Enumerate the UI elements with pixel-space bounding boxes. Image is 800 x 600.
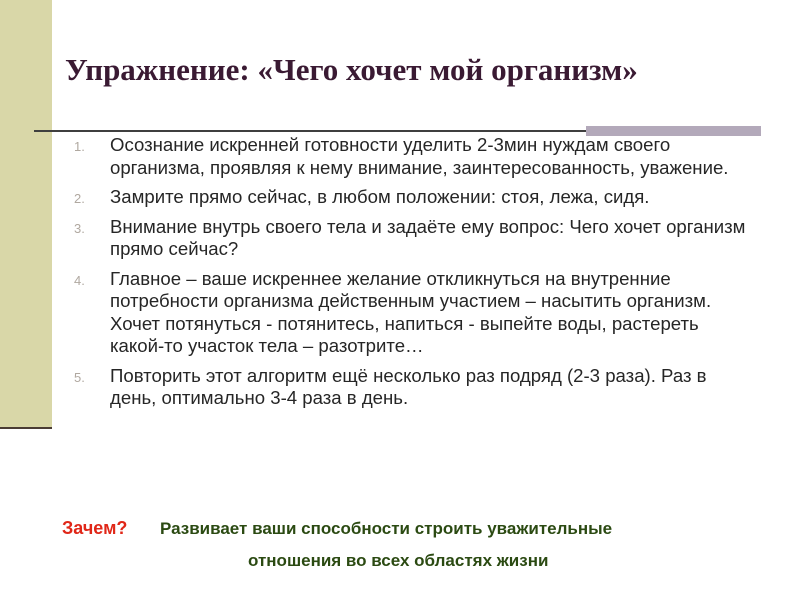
step-number: 5. (74, 369, 85, 385)
step-text: Замрите прямо сейчас, в любом положении: стоя, лежа, сидя. (110, 186, 650, 207)
step-number: 4. (74, 272, 85, 288)
side-decor-band (0, 0, 52, 429)
step-number: 3. (74, 220, 85, 236)
list-item (74, 268, 754, 358)
step-text: Главное – ваше искреннее желание откликнуться на внутренние потребности организма действенным участием – насытить организм. Хочет потянуться - потянитесь, напиться - выпейте воды, растереть какой-то участок тела – разотрите… (110, 267, 712, 356)
slide-title: Упражнение: «Чего хочет мой организм» (65, 52, 638, 87)
title-divider (34, 130, 594, 132)
footer-answer-line-2: отношения во всех областях жизни (248, 551, 549, 570)
steps-list (74, 134, 754, 417)
side-decor-line (0, 427, 52, 429)
step-number: 1. (74, 139, 85, 154)
step-number: 2. (74, 191, 85, 206)
step-text: Осознание искренней готовности уделить 2-3мин нуждам своего организма, проявляя к нему внимание, заинтересованность, уважение. (110, 134, 729, 178)
list-item (74, 216, 754, 261)
footer-answer-line-1: Развивает ваши способности строить уважительные (160, 519, 613, 538)
step-text: Повторить этот алгоритм ещё несколько раз подряд (2-3 раза). Раз в день, оптимально 3-4 раза в день. (110, 364, 707, 408)
list-item (74, 186, 754, 209)
step-text: Внимание внутрь своего тела и задаёте ему вопрос: Чего хочет организм прямо сейчас? (110, 215, 746, 259)
list-item (74, 365, 754, 410)
footer-question: Зачем? (62, 518, 128, 538)
list-item (74, 134, 754, 179)
